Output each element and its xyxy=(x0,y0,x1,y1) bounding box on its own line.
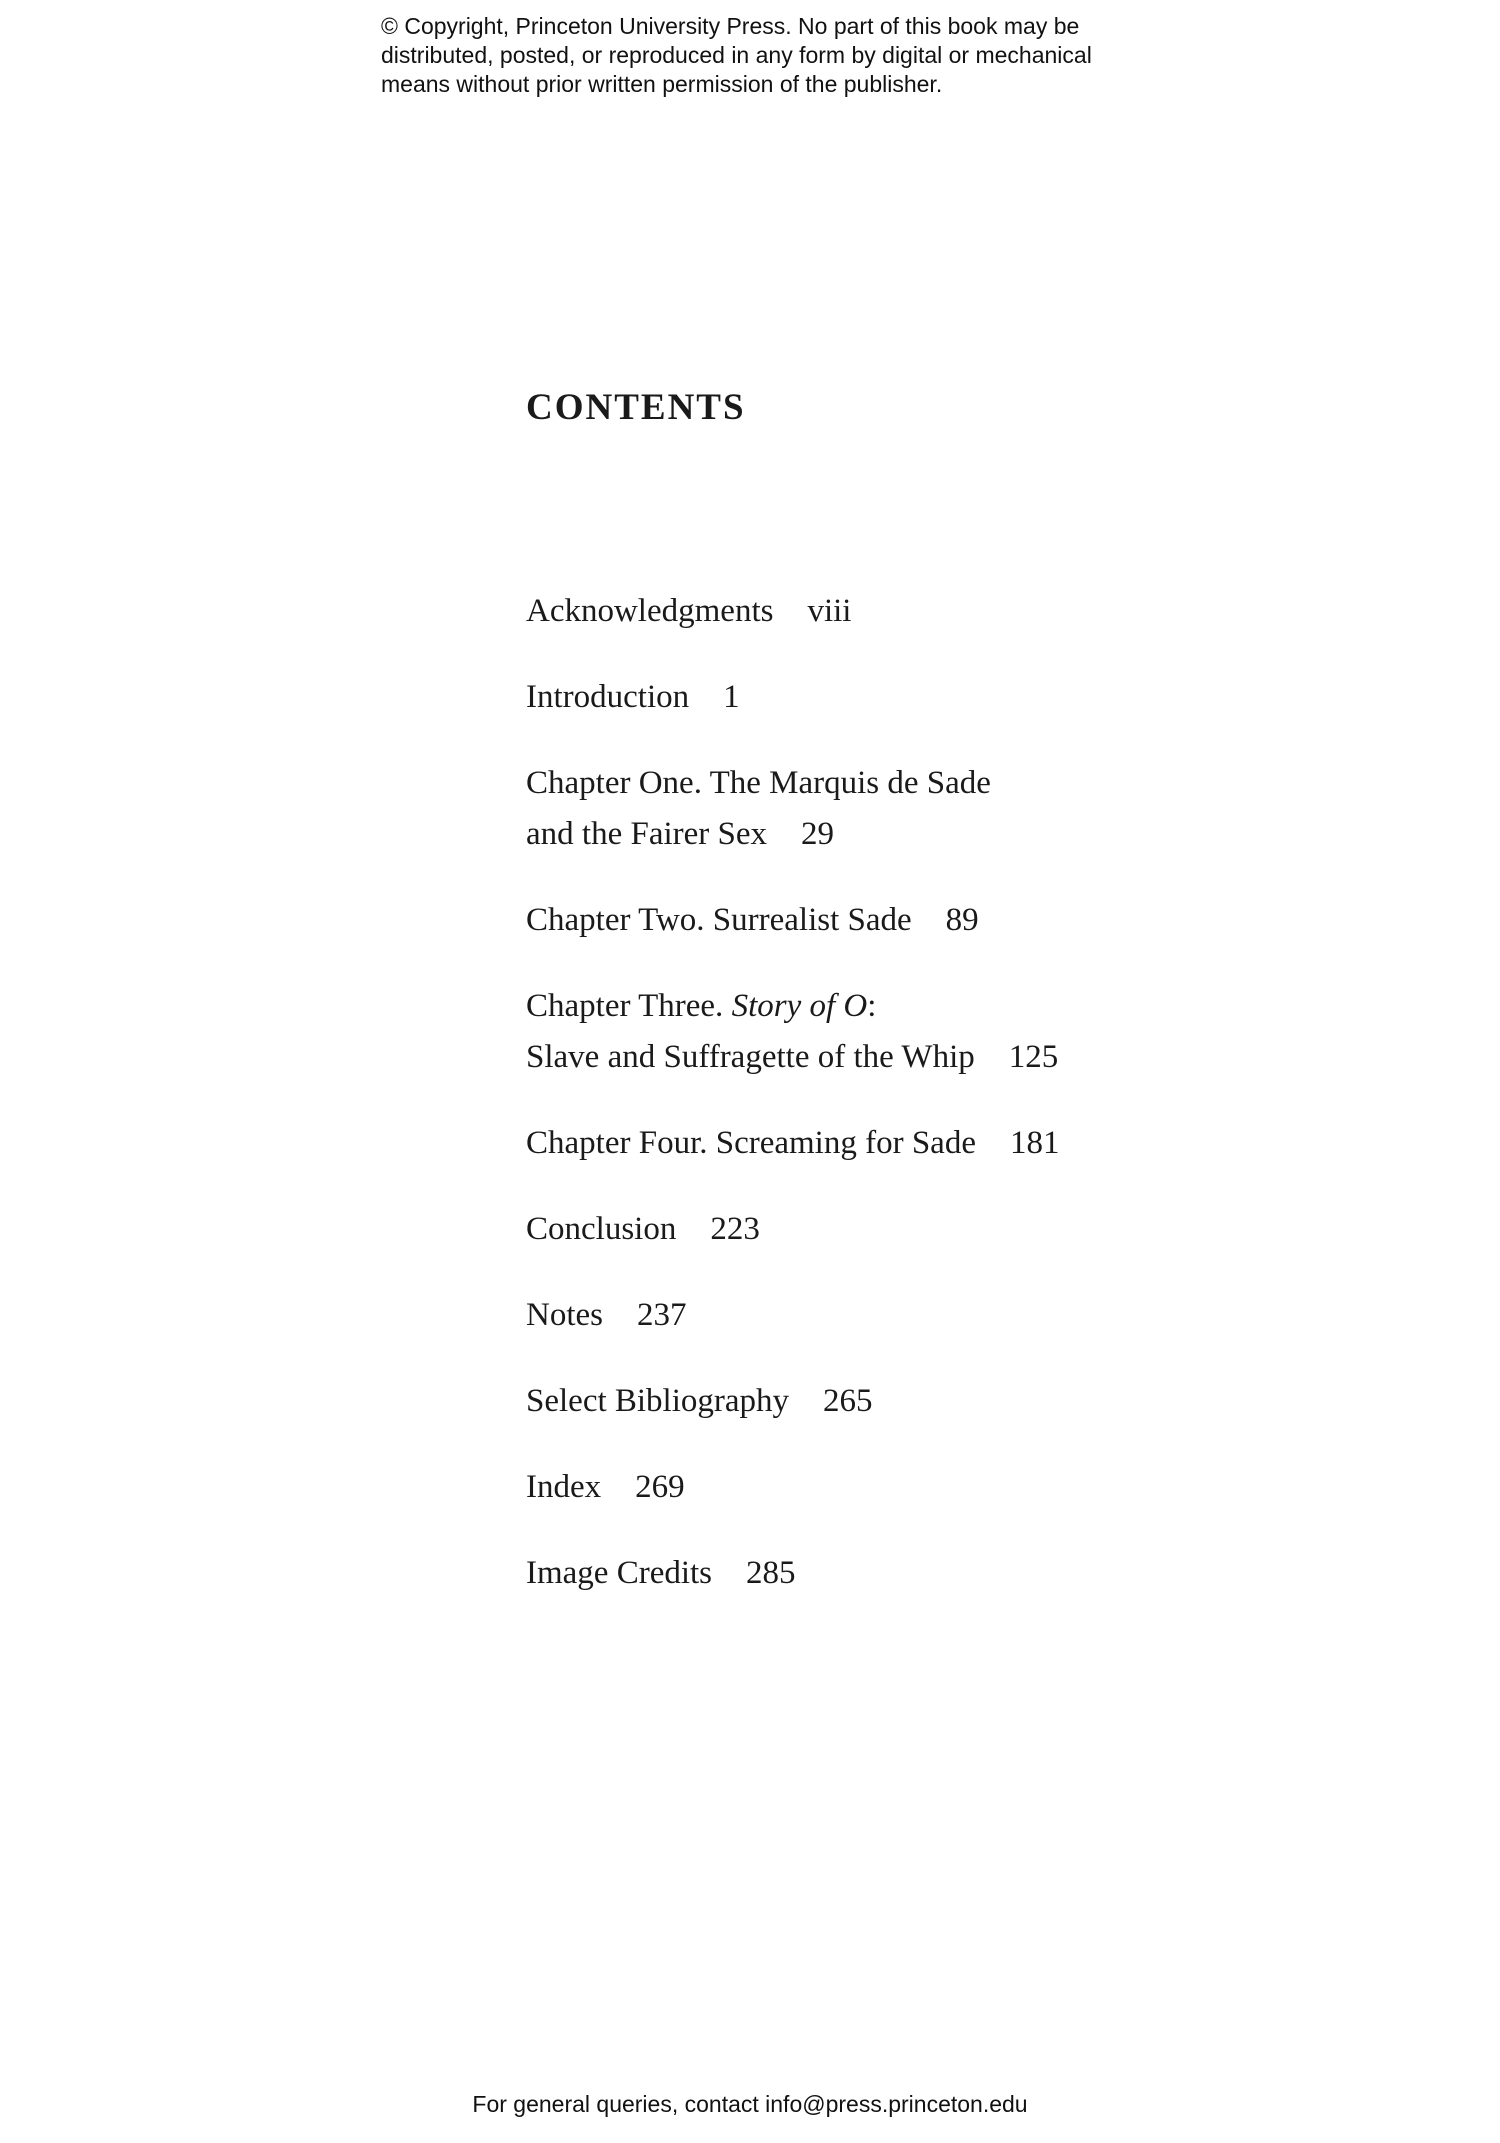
toc-page-number: 285 xyxy=(746,1555,796,1591)
toc-page-number: viii xyxy=(807,593,852,629)
toc-entry-title: Chapter Four. Screaming for Sade xyxy=(526,1125,976,1161)
copyright-line: distributed, posted, or reproduced in any form by digital or mechanical xyxy=(381,42,1092,68)
toc-entry-image-credits xyxy=(526,1548,1326,1599)
toc-entry-introduction xyxy=(526,672,1326,723)
toc-entry-conclusion xyxy=(526,1204,1326,1255)
toc-entry-title: Index xyxy=(526,1469,602,1505)
toc-entry-title: Chapter Two. Surrealist Sade xyxy=(526,902,912,938)
toc-entry-title: Select Bibliography xyxy=(526,1383,790,1419)
toc-entry-title: Acknowledgments xyxy=(526,593,774,629)
toc-page-number: 29 xyxy=(801,816,835,852)
toc-entry-line xyxy=(526,1462,1326,1513)
toc-entry-title-continued: and the Fairer Sex xyxy=(526,816,768,852)
toc-entry-title: Chapter One. The Marquis de Sade xyxy=(526,765,991,801)
toc-page-number: 125 xyxy=(1008,1039,1059,1075)
toc-entry-notes xyxy=(526,1290,1326,1341)
toc-entry-index xyxy=(526,1462,1326,1513)
copyright-line: means without prior written permission of the publisher. xyxy=(381,71,943,97)
toc-entry-title: Conclusion xyxy=(526,1211,677,1247)
copyright-line: © Copyright, Princeton University Press. No part of this book may be xyxy=(381,13,1080,39)
toc-entry-line xyxy=(526,586,1326,637)
toc-entry-line xyxy=(526,1118,1326,1169)
copyright-notice xyxy=(381,12,1161,99)
toc-entry-chapter-two xyxy=(526,895,1326,946)
toc-entry-title: Introduction xyxy=(526,679,690,715)
toc-entry-title: Image Credits xyxy=(526,1555,713,1591)
toc-entry-line xyxy=(526,809,1326,860)
toc-page-number: 223 xyxy=(710,1211,760,1247)
toc-entry-chapter-one xyxy=(526,758,1326,860)
toc-entry-line xyxy=(526,1032,1326,1083)
toc-entry-line xyxy=(526,1548,1326,1599)
toc-page-number: 181 xyxy=(1009,1125,1060,1161)
toc-page-number: 237 xyxy=(637,1297,687,1333)
toc-entry-title: Notes xyxy=(526,1297,603,1333)
table-of-contents xyxy=(526,586,1326,1634)
toc-entry-chapter-four xyxy=(526,1118,1326,1169)
toc-entry-chapter-three xyxy=(526,981,1326,1083)
toc-entry-line xyxy=(526,672,1326,723)
footer-contact-note: For general queries, contact info@press.princeton.edu xyxy=(472,2091,1028,2117)
toc-entry-title-suffix: : xyxy=(867,988,877,1024)
toc-page-number: 89 xyxy=(945,902,979,938)
toc-entry-title-prefix: Chapter Three. xyxy=(526,988,732,1024)
toc-page-number: 265 xyxy=(823,1383,873,1419)
toc-entry-title xyxy=(526,981,1326,1032)
toc-entry-line xyxy=(526,1204,1326,1255)
toc-page-number: 269 xyxy=(635,1469,685,1505)
toc-entry-line xyxy=(526,1376,1326,1427)
toc-entry-title-continued: Slave and Suffragette of the Whip xyxy=(526,1039,975,1075)
toc-entry-title-italic: Story of O xyxy=(731,988,868,1024)
toc-entry-line xyxy=(526,895,1326,946)
toc-entry-select-bibliography xyxy=(526,1376,1326,1427)
contents-heading: CONTENTS xyxy=(526,387,746,428)
toc-page-number: 1 xyxy=(723,679,740,715)
toc-entry-line xyxy=(526,1290,1326,1341)
toc-entry-acknowledgments xyxy=(526,586,1326,637)
